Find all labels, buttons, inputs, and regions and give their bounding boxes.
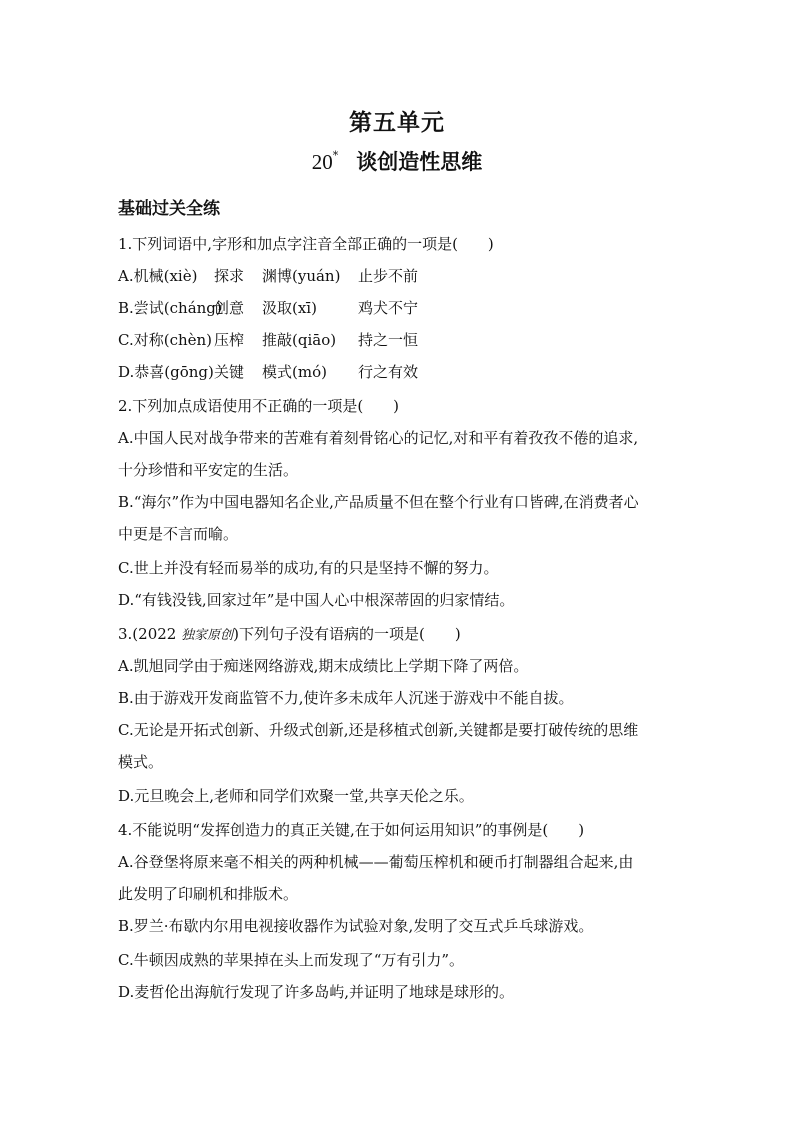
q1-option-b: B.尝试(cháng)创意 汲取(xī) 鸡犬不宁 [118,299,419,317]
q2-option-b-line1: B.“海尔”作为中国电器知名企业,产品质量不但在整个行业有口皆碑,在消费者心 [118,493,639,511]
q1-option-c: C.对称(chèn) 压榨 推敲(qiāo) 持之一恒 [118,331,419,349]
lesson-title [0,146,794,176]
unit-title: 第五单元 [349,109,445,136]
q2-option-b-line2: 中更是不言而喻。 [118,525,239,543]
q2-option-d: D.“有钱没钱,回家过年”是中国人心中根深蒂固的归家情结。 [118,591,515,609]
q1-option-d: D.恭喜(gōng)关键 模式(mó) 行之有效 [118,363,419,381]
q3-option-d: D.元旦晚会上,老师和同学们欢聚一堂,共享天伦之乐。 [118,787,474,805]
q1-stem: 1.下列词语中,字形和加点字注音全部正确的一项是( ) [118,235,494,253]
q2-option-c: C.世上并没有轻而易举的成功,有的只是坚持不懈的努力。 [118,559,499,577]
q3-option-c-line1: C.无论是开拓式创新、升级式创新,还是移植式创新,关键都是要打破传统的思维 [118,721,639,739]
q4-option-b: B.罗兰·布歇内尔用电视接收器作为试验对象,发明了交互式乒乓球游戏。 [118,917,594,935]
lesson-number: 20 [311,150,333,174]
q3-option-a: A.凯旭同学由于痴迷网络游戏,期末成绩比上学期下降了两倍。 [118,657,529,675]
q1-option-a: A.机械(xiè) 探求 渊博(yuán) 止步不前 [118,267,419,285]
q2-stem: 2.下列加点成语使用不正确的一项是( ) [118,397,400,415]
q3-option-b: B.由于游戏开发商监管不力,使许多未成年人沉迷于游戏中不能自拔。 [118,689,574,707]
lesson-name: 谈创造性思维 [356,149,483,174]
section-heading: 基础过关全练 [118,199,220,219]
q4-option-c: C.牛顿因成熟的苹果掉在头上而发现了“万有引力”。 [118,951,465,969]
q4-stem: 4.不能说明“发挥创造力的真正关键,在于如何运用知识”的事例是( ) [118,821,585,839]
q4-option-a-line1: A.谷登堡将原来毫不相关的两种机械——葡萄压榨机和硬币打制器组合起来,由 [118,853,634,871]
q3-stem: 3.(2022 独家原创)下列句子没有语病的一项是( ) [118,625,461,643]
q3-option-c-line2: 模式。 [118,753,164,771]
q3-source-tag: 独家原创 [181,628,234,643]
q4-option-d: D.麦哲伦出海航行发现了许多岛屿,并证明了地球是球形的。 [118,983,515,1001]
lesson-mark: * [332,149,339,162]
q4-option-a-line2: 此发明了印刷机和排版术。 [118,885,299,903]
q2-option-a-line2: 十分珍惜和平安定的生活。 [118,461,299,479]
q2-option-a-line1: A.中国人民对战争带来的苦难有着刻骨铭心的记忆,对和平有着孜孜不倦的追求, [118,429,639,447]
